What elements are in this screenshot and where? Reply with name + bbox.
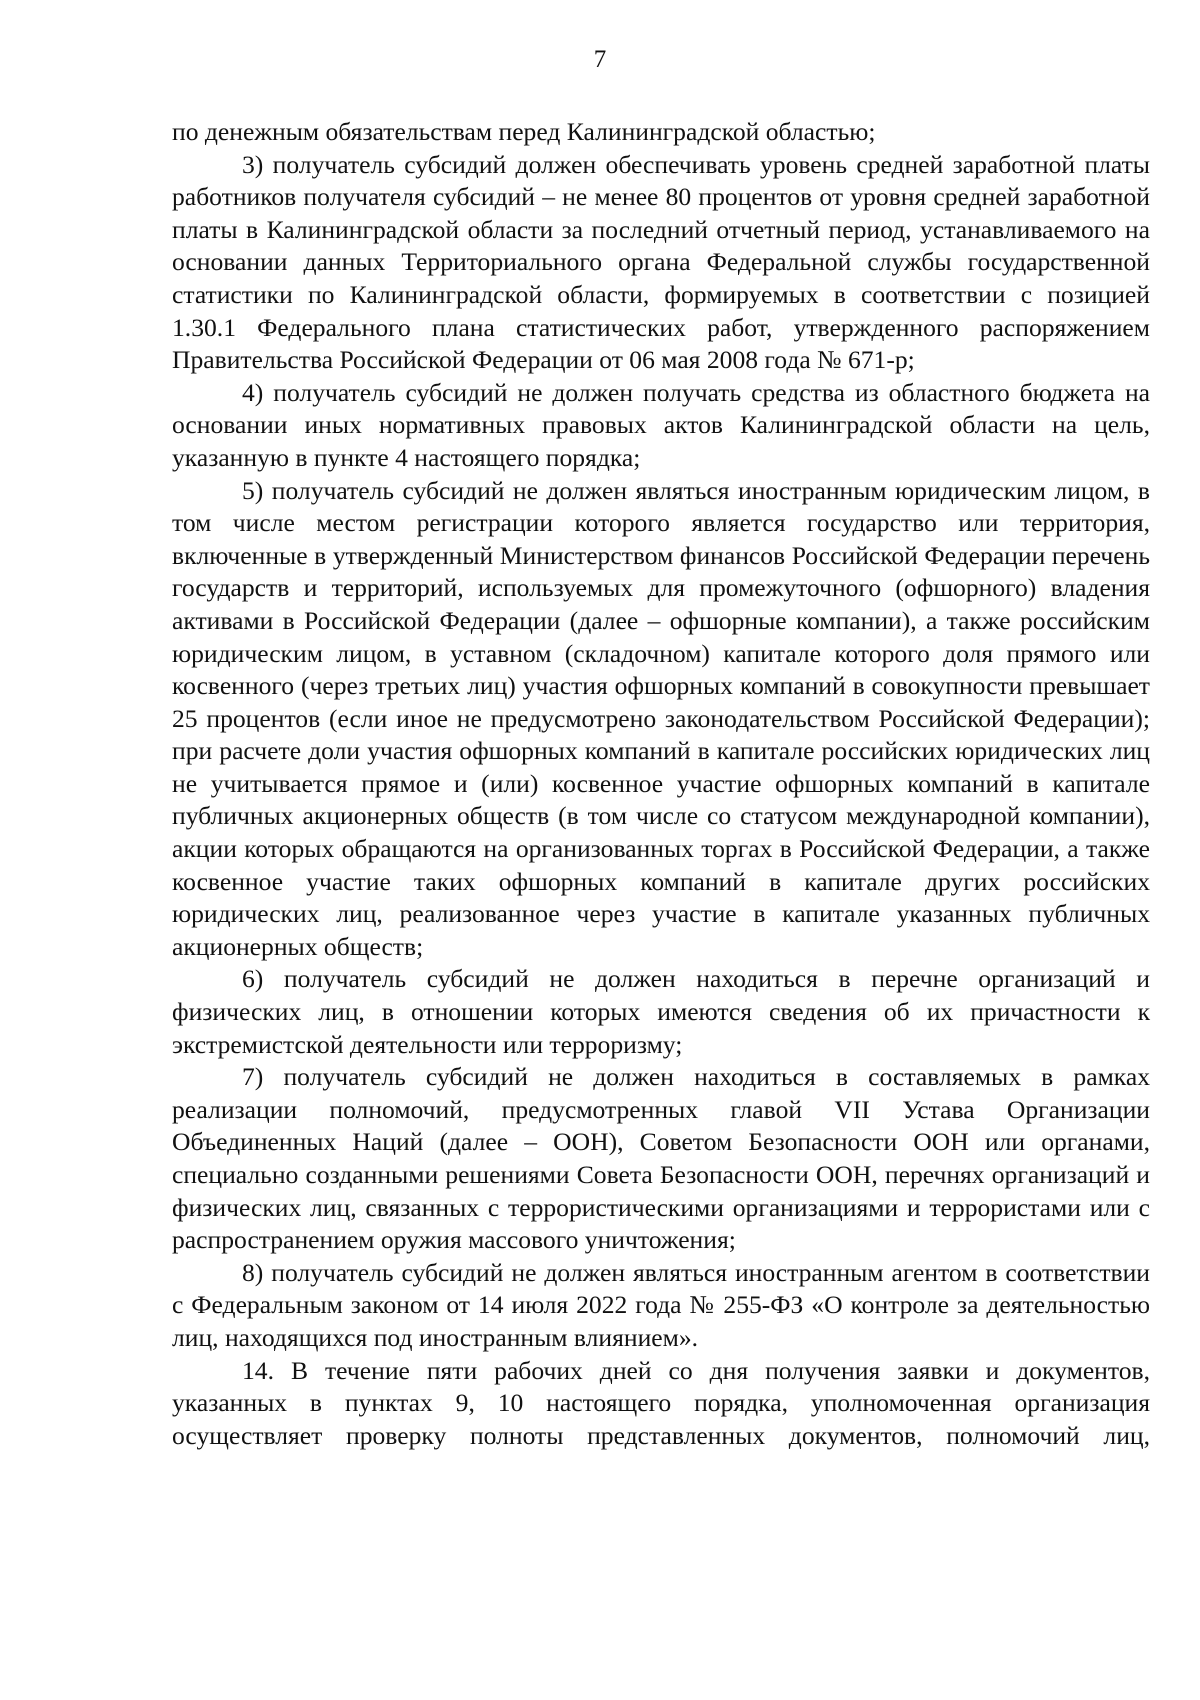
paragraph-item-4: 4) получатель субсидий не должен получать средства из областного бюджета на основании иных нормативных правовых актов Калининградской области на цель, указанную в пункте 4 настоящего порядка; xyxy=(172,377,1150,472)
page-number: 7 xyxy=(593,46,607,73)
paragraph-item-3: 3) получатель субсидий должен обеспечивать уровень средней заработной платы работников получателя субсидий – не менее 80 процентов от уровня средней заработной платы в Калининградской области за последний отчетный период, устанавливаемого на основании данных Территориального органа Федеральной службы государственной статистики по Калининградской области, формируемых в соответствии с позицией 1.30.1 Федерального плана статистических работ, утвержденного распоряжением Правительства Российской Федерации от 06 мая 2008 года № 671-р; xyxy=(172,149,1150,375)
paragraph-item-8: 8) получатель субсидий не должен являться иностранным агентом в соответствии с Федеральным законом от 14 июля 2022 года № 255-ФЗ «О контроле за деятельностью лиц, находящихся под иностранным влиянием». xyxy=(172,1257,1150,1352)
document-body xyxy=(172,116,1150,1452)
paragraph-clause-14: 14. В течение пяти рабочих дней со дня получения заявки и документов, указанных в пунктах 9, 10 настоящего порядка, уполномоченная организация осуществляет проверку полноты представленных документов, полномочий лиц, xyxy=(172,1355,1150,1450)
paragraph-continuation: по денежным обязательствам перед Калининградской областью; xyxy=(172,117,876,146)
paragraph-item-5: 5) получатель субсидий не должен являться иностранным юридическим лицом, в том числе местом регистрации которого является государство или территория, включенные в утвержденный Министерством финансов Российской Федерации перечень государств и территорий, используемых для промежуточного (офшорного) владения активами в Российской Федерации (далее – офшорные компании), а также российским юридическим лицом, в уставном (складочном) капитале которого доля прямого или косвенного (через третьих лиц) участия офшорных компаний в совокупности превышает 25 процентов (если иное не предусмотрено законодательством Российской Федерации); при расчете доли участия офшорных компаний в капитале российских юридических лиц не учитывается прямое и (или) косвенное участие офшорных компаний в капитале публичных акционерных обществ (в том числе со статусом международной компании), акции которых обращаются на организованных торгах в Российской Федерации, а также косвенное участие таких офшорных компаний в капитале других российских юридических лиц, реализованное через участие в капитале указанных публичных акционерных обществ; xyxy=(172,475,1150,961)
paragraph-item-7: 7) получатель субсидий не должен находиться в составляемых в рамках реализации полномочий, предусмотренных главой VII Устава Организации Объединенных Наций (далее – ООН), Советом Безопасности ООН или органами, специально созданными решениями Совета Безопасности ООН, перечнях организаций и физических лиц, связанных с террористическими организациями и террористами или с распространением оружия массового уничтожения; xyxy=(172,1062,1150,1255)
paragraph-item-6: 6) получатель субсидий не должен находиться в перечне организаций и физических лиц, в отношении которых имеются сведения об их причастности к экстремистской деятельности или терроризму; xyxy=(172,964,1150,1059)
